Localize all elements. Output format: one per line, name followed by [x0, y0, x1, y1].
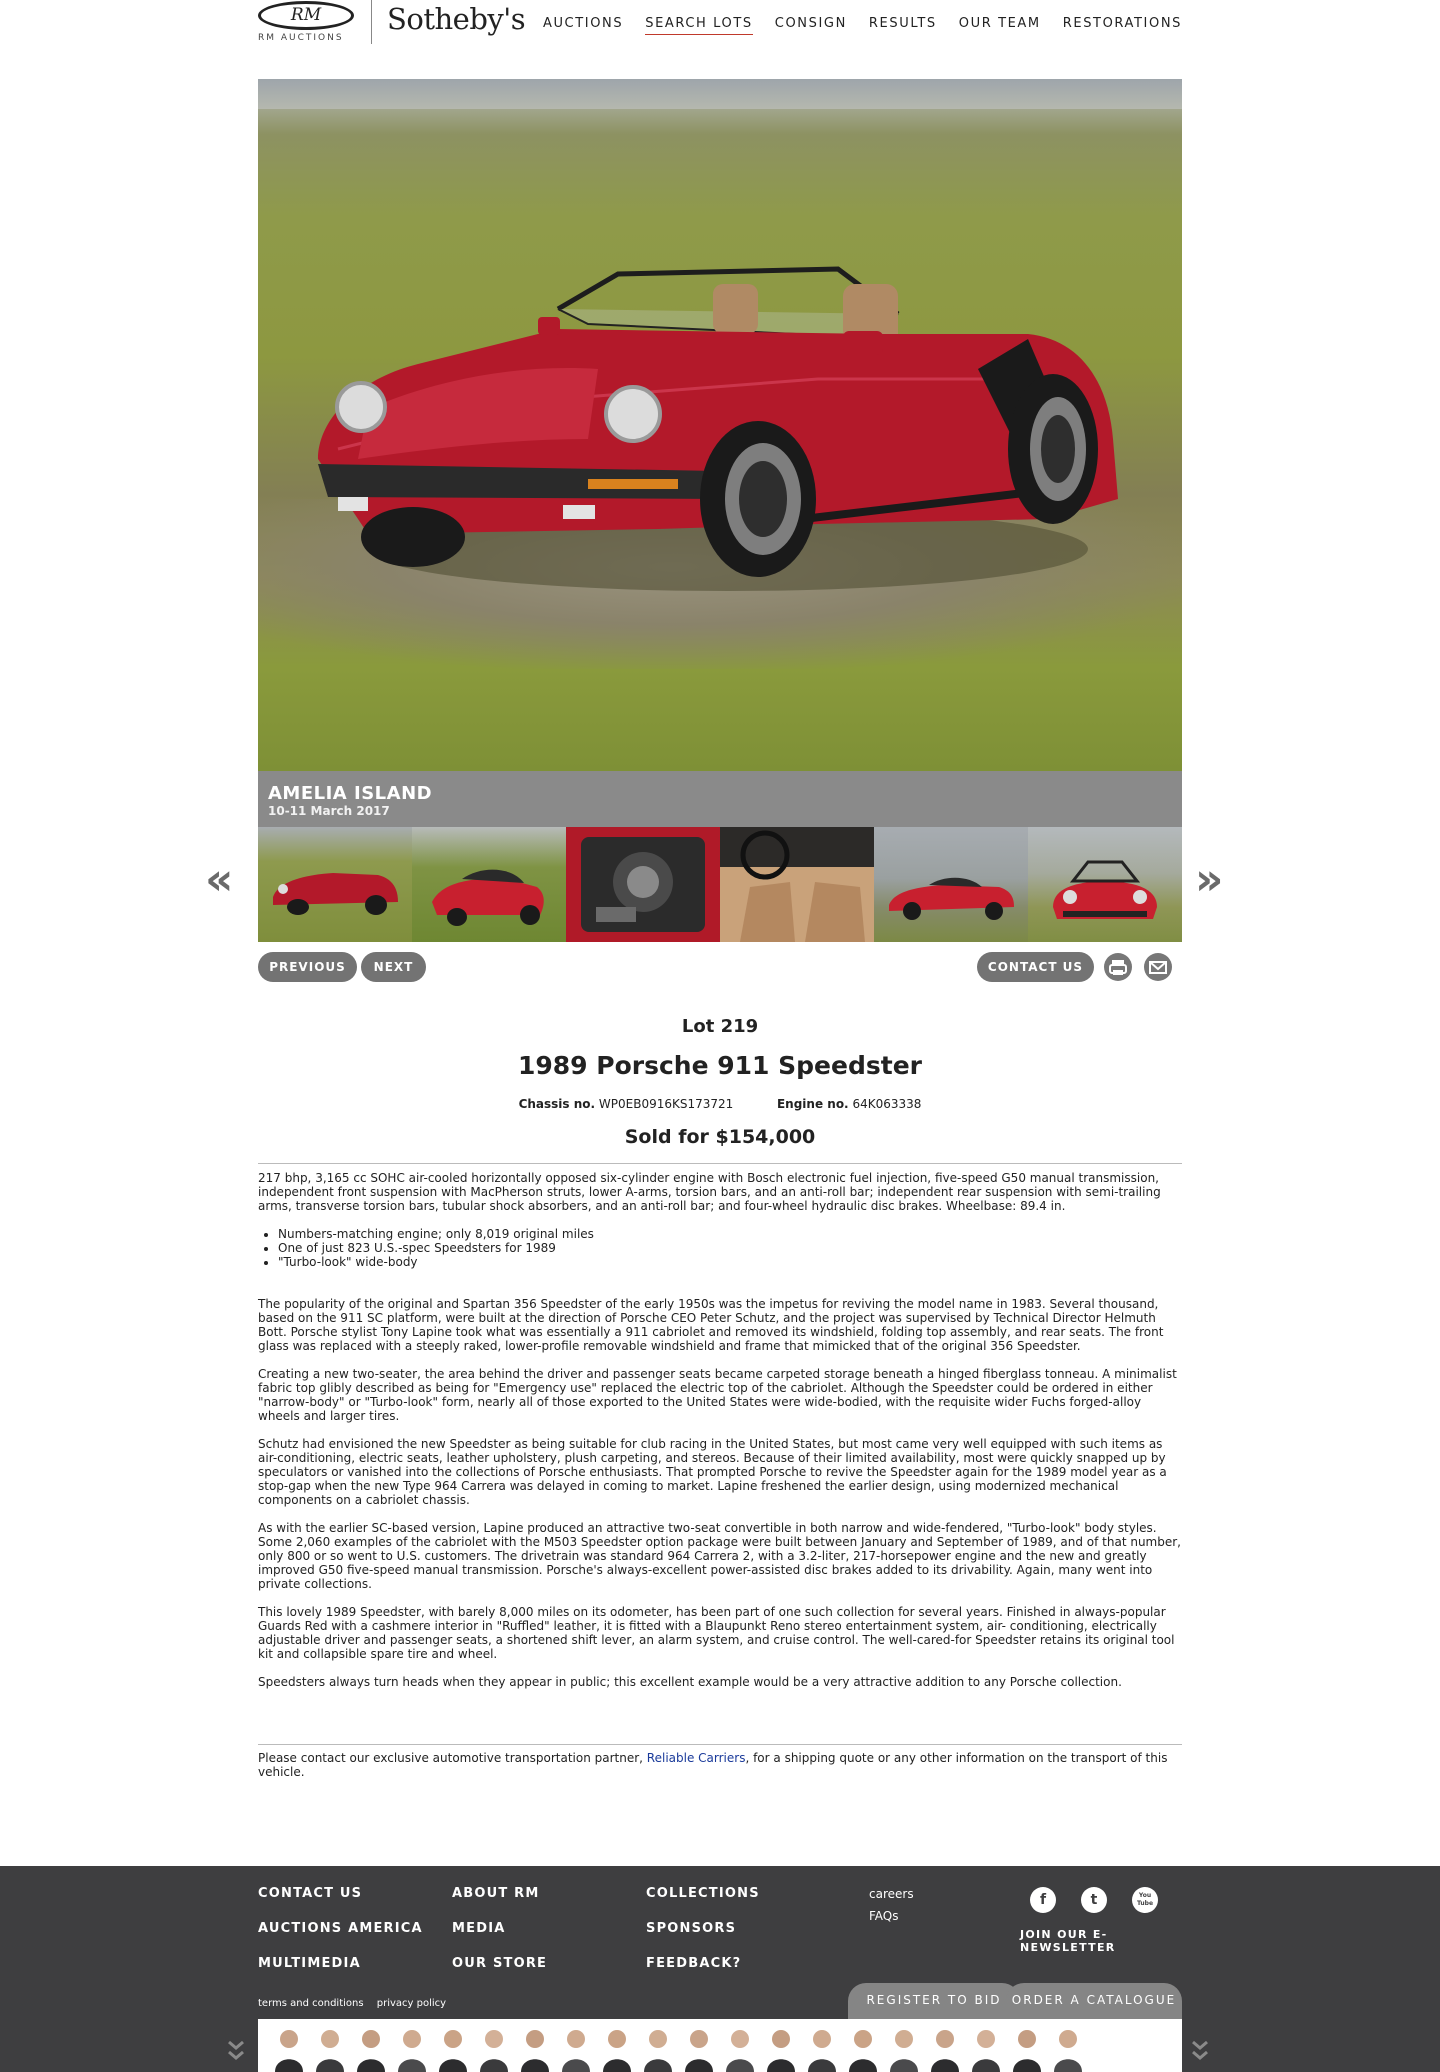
- rm-logo-mark: RM: [258, 1, 354, 30]
- description-paragraph: Creating a new two-seater, the area behind the driver and passenger seats became carpeted storage beneath a hinged fiberglass tonneau. A minimalist fabric top glibly described as being for "Emergency use" replaced the electric top of the cabriolet. Although the Speedster could be ordered in either "narrow-body" or "Turbo-look" form, nearly all of those exported to the United States were wide-bodied, with the requisite wider Fuchs forged-alloy wheels and larger tires.: [258, 1367, 1177, 1423]
- email-icon[interactable]: [1144, 953, 1172, 981]
- thumbnail-strip: [258, 827, 1182, 942]
- thumbnail-rear-top-up[interactable]: [412, 827, 566, 942]
- newsletter-signup-link[interactable]: JOIN OUR E-NEWSLETTER: [1020, 1928, 1116, 1954]
- auction-name: AMELIA ISLAND: [268, 783, 433, 804]
- terms-link[interactable]: terms and conditions: [258, 1998, 364, 2009]
- nav-restorations[interactable]: RESTORATIONS: [1062, 16, 1182, 31]
- site-header: [258, 0, 1182, 48]
- engine-value: 64K063338: [852, 1097, 922, 1111]
- thumbnail-front-view[interactable]: [1028, 827, 1182, 942]
- footer-multimedia[interactable]: MULTIMEDIA: [258, 1956, 361, 1971]
- thumbnail-front-three-quarter[interactable]: [258, 827, 412, 942]
- twitter-icon[interactable]: t: [1081, 1887, 1107, 1913]
- description-paragraph: As with the earlier SC-based version, Lapine produced an attractive two-seat convertible in both narrow and wide-fendered, "Turbo-look" body styles. Some 2,060 examples of the cabriolet with the M503 Speedster option package were built between January and September of 1989, and of that number, only 800 or so went to U.S. customers. The drivetrain was standard 964 Carrera 2, with a 3.2-liter, 217-horsepower engine and the new and greatly improved G50 five-speed manual transmission. Porsche's always-excellent power-assisted disc brakes added to its drivability. Again, many went into private collections.: [258, 1521, 1181, 1591]
- team-headshots: [258, 2019, 1182, 2072]
- thumbnail-engine-bay[interactable]: [566, 827, 720, 942]
- footer-media[interactable]: MEDIA: [452, 1921, 506, 1936]
- legal-links: [258, 1998, 456, 2009]
- main-lot-photo[interactable]: [258, 79, 1182, 771]
- gallery-prev-arrow-icon[interactable]: «: [205, 854, 234, 905]
- team-photo-strip[interactable]: [258, 2019, 1182, 2072]
- engine-label: Engine no.: [776, 1097, 849, 1111]
- description-paragraph: Speedsters always turn heads when they appear in public; this excellent example would be a very attractive addition to any Porsche collection.: [258, 1675, 1122, 1689]
- footer-sponsors[interactable]: SPONSORS: [646, 1921, 737, 1936]
- footer-careers[interactable]: careers: [869, 1887, 914, 1901]
- footer-column-3: [646, 1886, 760, 1971]
- lot-number: Lot 219: [681, 1016, 759, 1037]
- main-nav: [521, 16, 1182, 35]
- porsche-speedster-image: [258, 79, 1182, 771]
- divider: [258, 1744, 1182, 1745]
- chassis-value: WP0EB0916KS173721: [598, 1097, 734, 1111]
- thumbnail-interior[interactable]: [720, 827, 874, 942]
- highlight-item: • "Turbo-look" wide-body: [278, 1255, 1182, 1269]
- contact-us-button[interactable]: CONTACT US: [977, 952, 1094, 982]
- footer-our-store[interactable]: OUR STORE: [452, 1956, 548, 1971]
- shipping-note: [258, 1751, 1182, 1779]
- highlight-item: • One of just 823 U.S.-spec Speedsters for 1989: [278, 1241, 1182, 1255]
- footer-column-2: [452, 1886, 547, 1971]
- auction-date: 10-11 March 2017: [268, 804, 390, 818]
- previous-lot-button[interactable]: PREVIOUS: [258, 952, 357, 982]
- youtube-icon[interactable]: You Tube: [1132, 1887, 1158, 1913]
- team-strip-left-chevron-icon[interactable]: [228, 2040, 244, 2062]
- rm-logo-subtitle: RM AUCTIONS: [258, 33, 344, 43]
- highlights-list: [258, 1227, 1182, 1269]
- print-icon[interactable]: [1104, 953, 1132, 981]
- footer-collections[interactable]: COLLECTIONS: [646, 1886, 760, 1901]
- auction-caption-bar: [258, 771, 1182, 827]
- footer-column-4: [869, 1887, 914, 1923]
- footer-contact-us[interactable]: CONTACT US: [258, 1886, 363, 1901]
- lot-description: [258, 1171, 1182, 1703]
- team-strip-right-chevron-icon[interactable]: [1192, 2040, 1208, 2062]
- nav-consign[interactable]: CONSIGN: [774, 16, 847, 31]
- reliable-carriers-link[interactable]: Reliable Carriers: [646, 1751, 746, 1765]
- divider: [258, 1163, 1182, 1164]
- privacy-link[interactable]: privacy policy: [376, 1998, 447, 2009]
- facebook-icon[interactable]: f: [1030, 1887, 1056, 1913]
- sold-price: Sold for $154,000: [624, 1126, 816, 1148]
- lot-title: 1989 Porsche 911 Speedster: [518, 1051, 922, 1080]
- next-lot-button[interactable]: NEXT: [361, 952, 426, 982]
- shipping-text-pre: Please contact our exclusive automotive transportation partner,: [258, 1751, 647, 1765]
- nav-our-team[interactable]: OUR TEAM: [958, 16, 1041, 31]
- footer-feedback[interactable]: FEEDBACK?: [646, 1956, 742, 1971]
- nav-search-lots[interactable]: SEARCH LOTS: [645, 16, 753, 35]
- chassis-label: Chassis no.: [518, 1097, 596, 1111]
- footer-about-rm[interactable]: ABOUT RM: [452, 1886, 540, 1901]
- register-to-bid-button[interactable]: REGISTER TO BID: [848, 1983, 1020, 2019]
- nav-results[interactable]: RESULTS: [868, 16, 937, 31]
- rm-auctions-logo[interactable]: [258, 0, 358, 44]
- footer-auctions-america[interactable]: AUCTIONS AMERICA: [258, 1921, 423, 1936]
- spec-paragraph: 217 bhp, 3,165 cc SOHC air-cooled horizontally opposed six-cylinder engine with Bosch electronic fuel injection, five-speed G50 manual transmission, independent front suspension with MacPherson struts, lower A-arms, torsion bars, and an anti-roll bar; independent rear suspension with semi-trailing arms, transverse torsion bars, tubular shock absorbers, and an anti-roll bar; and four-wheel hydraulic disc brakes. Wheelbase: 89.4 in.: [258, 1171, 1161, 1213]
- gallery-next-arrow-icon[interactable]: »: [1195, 854, 1224, 905]
- nav-auctions[interactable]: AUCTIONS: [542, 16, 624, 31]
- footer-faqs[interactable]: FAQs: [869, 1909, 899, 1923]
- footer-column-1: [258, 1886, 423, 1971]
- logo-divider: [371, 0, 372, 44]
- sothebys-logo[interactable]: Sotheby's: [387, 2, 526, 36]
- vehicle-identifiers: [258, 1097, 1182, 1111]
- description-paragraph: The popularity of the original and Spartan 356 Speedster of the early 1950s was the impetus for reviving the model name in 1983. Several thousand, based on the 911 SC platform, were built at the direction of Porsche CEO Peter Schutz, and the project was supervised by Technical Director Helmuth Bott. Porsche stylist Tony Lapine took what was essentially a 911 cabriolet and removed its windshield, folding top assembly, and rear seats. The front glass was replaced with a steeply raked, lower-profile removable windshield and frame that mimicked that of the original 356 Speedster.: [258, 1297, 1164, 1353]
- description-paragraph: Schutz had envisioned the new Speedster as being suitable for club racing in the United States, but most came very well equipped with such items as air-conditioning, electric seats, leather upholstery, plush carpeting, and stereos. Because of their limited availability, most were quickly snapped up by speculators or vanished into the collections of Porsche enthusiasts. That prompted Porsche to revive the Speedster again for the 1989 model year as a stop-gap when the new Type 964 Carrera was delayed in coming to market. Lapine freshened the earlier design, using modernized mechanical components on a cabriolet chassis.: [258, 1437, 1167, 1507]
- order-catalogue-button[interactable]: ORDER A CATALOGUE: [1006, 1983, 1182, 2019]
- thumbnail-side-profile[interactable]: [874, 827, 1028, 942]
- shipping-text-post: , for a shipping quote or any other information on the transport of this vehicle.: [258, 1751, 1168, 1779]
- highlight-item: • Numbers-matching engine; only 8,019 original miles: [278, 1227, 1182, 1241]
- description-paragraph: This lovely 1989 Speedster, with barely 8,000 miles on its odometer, has been part of one such collection for several years. Finished in always-popular Guards Red with a cashmere interior in "Ruffled" leather, it is fitted with a Blaupunkt Reno stereo entertainment system, air- conditioning, electrically adjustable driver and passenger seats, a shortened shift lever, an alarm system, and cruise control. The well-cared-for Speedster retains its original tool kit and collapsible spare tire and wheel.: [258, 1605, 1175, 1661]
